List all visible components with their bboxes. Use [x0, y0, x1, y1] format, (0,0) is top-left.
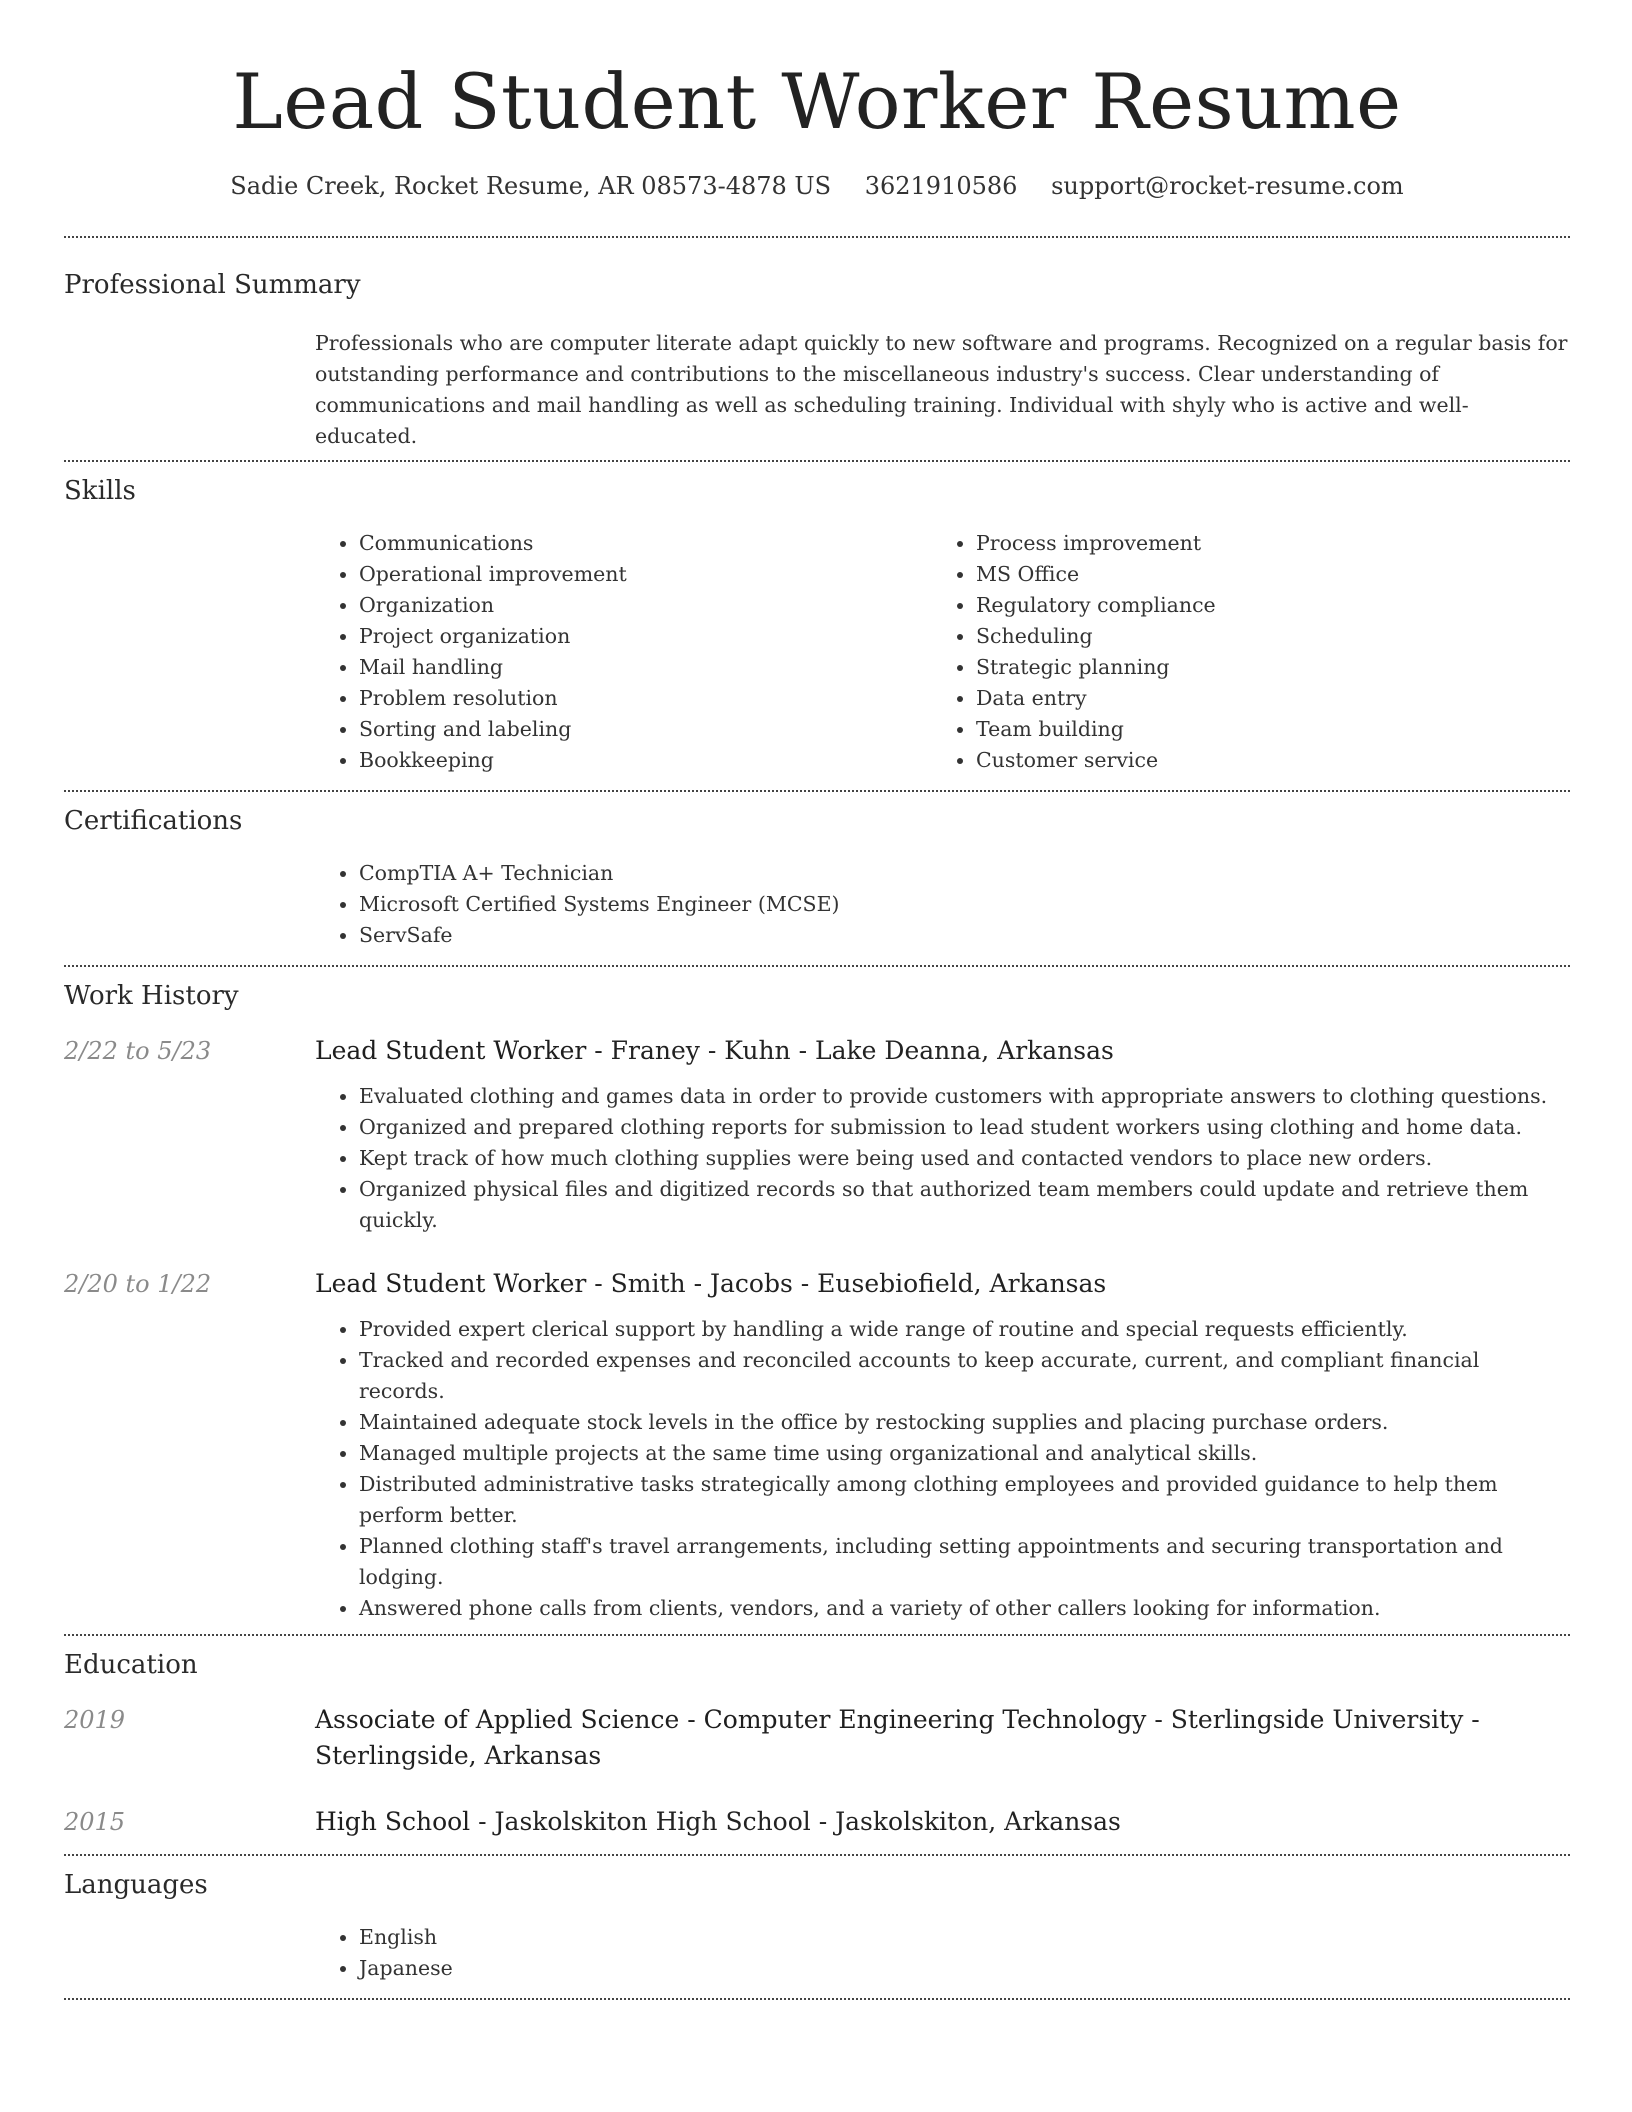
- skill-item: • Customer service: [976, 745, 1549, 776]
- skill-item: • Team building: [976, 714, 1549, 745]
- contact-address: Sadie Creek, Rocket Resume, AR 08573-4878 US: [230, 172, 832, 200]
- job-duty-item: • Maintained adequate stock levels in the office by restocking supplies and placing purchase orders.: [359, 1407, 1570, 1438]
- skill-item: • Scheduling: [976, 621, 1549, 652]
- resume-title: Lead Student Worker Resume: [232, 57, 1402, 146]
- skill-item: • Communications: [359, 528, 932, 559]
- skills-list-left: [315, 528, 932, 776]
- skill-item: • Strategic planning: [976, 652, 1549, 683]
- job-title-line: [315, 1033, 1570, 1069]
- resume-page: [64, 0, 1570, 2000]
- job-duty-list: [315, 1081, 1570, 1236]
- education-entry: [64, 1702, 1570, 1774]
- languages-heading: Languages: [64, 1870, 208, 1900]
- education-year: 2015: [64, 1808, 126, 1836]
- summary-text: Professionals who are computer literate adapt quickly to new software and programs. Recognized on a regular basis for outstanding performance and contributions to the miscellaneous industry's success. Clear understanding of communications and mail handling as well as scheduling training. Individual with shyly who is active and well-educated.: [315, 331, 1568, 448]
- job-duty-item: • Tracked and recorded expenses and reconciled accounts to keep accurate, current, and compliant financial records.: [359, 1345, 1570, 1407]
- job-body: [315, 1033, 1570, 1236]
- language-item: • Japanese: [359, 1953, 1570, 1984]
- job-duty-item: • Distributed administrative tasks strategically among clothing employees and provided guidance to help them perform better.: [359, 1469, 1570, 1531]
- contact-email: support@rocket-resume.com: [1051, 172, 1404, 200]
- job-details: - Franey - Kuhn - Lake Deanna, Arkansas: [586, 1036, 1114, 1065]
- certification-item: • CompTIA A+ Technician: [359, 858, 1570, 889]
- education-section: [64, 1636, 1570, 1840]
- job-entry: [64, 1266, 1570, 1634]
- job-duty-item: • Managed multiple projects at the same time using organizational and analytical skills.: [359, 1438, 1570, 1469]
- education-title-line: [315, 1702, 1570, 1774]
- job-duty-item: • Planned clothing staff's travel arrangements, including setting appointments and securing transportation and lodging.: [359, 1531, 1570, 1593]
- job-duty-item: • Provided expert clerical support by handling a wide range of routine and special requests efficiently.: [359, 1314, 1570, 1345]
- section-divider: [64, 1998, 1570, 2000]
- certifications-list: [315, 858, 1570, 951]
- language-item: • English: [359, 1922, 1570, 1953]
- skill-item: • Project organization: [359, 621, 932, 652]
- job-dates: 2/20 to 1/22: [64, 1270, 212, 1298]
- job-dates: 2/22 to 5/23: [64, 1037, 212, 1065]
- skills-columns: [315, 528, 1570, 776]
- job-duty-item: • Kept track of how much clothing supplies were being used and contacted vendors to place new orders.: [359, 1143, 1570, 1174]
- languages-section: [64, 1856, 1570, 1984]
- skill-item: • Operational improvement: [359, 559, 932, 590]
- skill-item: • Problem resolution: [359, 683, 932, 714]
- skills-section: [64, 462, 1570, 776]
- certifications-body: [315, 858, 1570, 951]
- contact-line: [64, 170, 1570, 202]
- work-history-heading: Work History: [64, 981, 239, 1011]
- job-entry: [64, 1033, 1570, 1236]
- skill-item: • Bookkeeping: [359, 745, 932, 776]
- skills-list-right: [932, 528, 1549, 776]
- work-history-section: [64, 967, 1570, 1634]
- education-title-line: [315, 1804, 1570, 1840]
- job-duty-item: • Answered phone calls from clients, vendors, and a variety of other callers looking for information.: [359, 1593, 1570, 1624]
- languages-body: [315, 1922, 1570, 1984]
- job-duty-list: [315, 1314, 1570, 1624]
- job-role: Lead Student Worker: [315, 1269, 587, 1298]
- job-details: - Smith - Jacobs - Eusebiofield, Arkansas: [586, 1269, 1107, 1298]
- skill-item: • Sorting and labeling: [359, 714, 932, 745]
- education-heading: Education: [64, 1650, 198, 1680]
- summary-section: [64, 238, 1570, 452]
- education-year: 2019: [64, 1706, 126, 1734]
- certification-item: • Microsoft Certified Systems Engineer (MCSE): [359, 889, 1570, 920]
- job-role: Lead Student Worker: [315, 1036, 587, 1065]
- education-degree: Associate of Applied Science - Computer Engineering Technology: [315, 1705, 1147, 1734]
- job-duty-item: • Evaluated clothing and games data in order to provide customers with appropriate answers to clothing questions.: [359, 1081, 1570, 1112]
- skill-item: • Organization: [359, 590, 932, 621]
- job-body: [315, 1266, 1570, 1634]
- job-duties: [315, 1081, 1570, 1236]
- skill-item: • Mail handling: [359, 652, 932, 683]
- skill-item: • MS Office: [976, 559, 1549, 590]
- education-details: - Jaskolskiton High School - Jaskolskiton, Arkansas: [470, 1807, 1121, 1836]
- certifications-section: [64, 792, 1570, 951]
- job-duties: [315, 1314, 1570, 1624]
- job-title-line: [315, 1266, 1570, 1302]
- job-duty-item: • Organized physical files and digitized records so that authorized team members could update and retrieve them quickly.: [359, 1174, 1570, 1236]
- skill-item: • Regulatory compliance: [976, 590, 1549, 621]
- job-duty-item: • Organized and prepared clothing reports for submission to lead student workers using clothing and home data.: [359, 1112, 1570, 1143]
- skills-heading: Skills: [64, 476, 136, 506]
- certifications-heading: Certifications: [64, 806, 243, 836]
- education-details: - Sterlingside University - Sterlingside, Arkansas: [315, 1705, 1480, 1770]
- contact-phone: 3621910586: [864, 172, 1018, 200]
- skill-item: • Data entry: [976, 683, 1549, 714]
- certification-item: • ServSafe: [359, 920, 1570, 951]
- languages-list: [315, 1922, 1570, 1984]
- summary-heading: Professional Summary: [64, 270, 361, 300]
- education-degree: High School: [315, 1807, 471, 1836]
- education-entry: [64, 1804, 1570, 1840]
- skill-item: • Process improvement: [976, 528, 1549, 559]
